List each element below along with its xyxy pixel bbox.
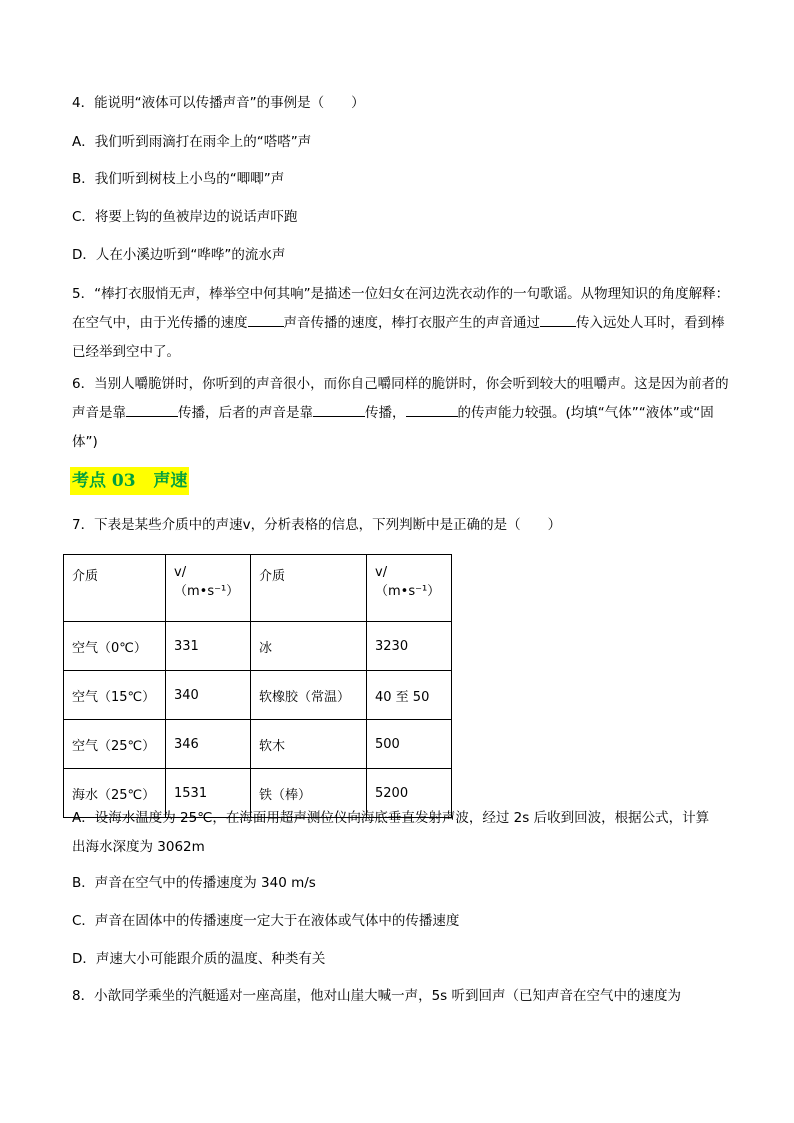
q4-option-d: D．人在小溪边听到“哗哗”的流水声 bbox=[72, 247, 286, 263]
table-row bbox=[64, 720, 452, 769]
table-cell: 空气（0℃） bbox=[64, 622, 166, 671]
answer-blank bbox=[313, 402, 365, 417]
section-prefix: 考点 bbox=[72, 471, 106, 491]
sound-speed-table bbox=[63, 554, 452, 818]
table-cell: 软橡胶（常温） bbox=[251, 671, 367, 720]
table-cell: 40 至 50 bbox=[367, 671, 452, 720]
q4-option-b: B．我们听到树枝上小鸟的“唧唧”声 bbox=[72, 171, 285, 187]
table-cell: 空气（15℃） bbox=[64, 671, 166, 720]
q8-stem: 8．小歆同学乘坐的汽艇遥对一座高崖，他对山崖大喊一声，5s 听到回声（已知声音在空气中的速度为 bbox=[72, 988, 682, 1004]
q4-option-c: C．将要上钩的鱼被岸边的说话声吓跑 bbox=[72, 209, 298, 225]
table-cell: 空气（25℃） bbox=[64, 720, 166, 769]
table-cell: 软木 bbox=[251, 720, 367, 769]
answer-blank bbox=[406, 402, 458, 417]
q6-text-1: 6．当别人嚼脆饼时，你听到的声音很小，而你自己嚼同样的脆饼时，你会听到较大的咀嚼声。这是因为前者的声音是靠 bbox=[72, 376, 729, 421]
q6-text-3: 传播， bbox=[365, 405, 406, 421]
table-cell: 3230 bbox=[367, 622, 452, 671]
q5-paragraph bbox=[72, 280, 732, 367]
table-cell: 5200 bbox=[367, 769, 452, 818]
q7-option-b: B．声音在空气中的传播速度为 340 m/s bbox=[72, 875, 316, 891]
header-medium-2: 介质 bbox=[251, 555, 367, 622]
table-cell: 331 bbox=[166, 622, 251, 671]
section-number: 03 bbox=[111, 471, 136, 491]
q6-text-2: 传播，后者的声音是靠 bbox=[178, 405, 313, 421]
q7-option-a-line1: A．设海水温度为 25℃，在海面用超声测位仪向海底垂直发射声波，经过 2s 后收到回波，根据公式，计算 bbox=[72, 810, 710, 826]
section-heading bbox=[70, 467, 189, 495]
q7-stem: 7．下表是某些介质中的声速v，分析表格的信息，下列判断中是正确的是（ ） bbox=[72, 517, 562, 533]
table-row bbox=[64, 671, 452, 720]
section-title: 声速 bbox=[153, 471, 188, 491]
table-cell: 346 bbox=[166, 720, 251, 769]
q7-option-a-line2: 出海水深度为 3062m bbox=[72, 839, 205, 855]
q5-text-3: 传入远处人耳时，看到棒已经举到空中了。 bbox=[72, 315, 725, 360]
header-speed-2: v/（m•s⁻¹） bbox=[367, 555, 452, 622]
q6-text-4: 的传声能力较强。(均填“气体”“液体”或“固体”) bbox=[72, 405, 714, 450]
table-cell: 340 bbox=[166, 671, 251, 720]
q5-text-1: 5．“棒打衣服悄无声，棒举空中何其响”是描述一位妇女在河边洗衣动作的一句歌谣。从物理知识的角度解释：在空气中，由于光传播的速度 bbox=[72, 286, 730, 331]
q5-text-2: 声音传播的速度，棒打衣服产生的声音通过 bbox=[283, 315, 540, 331]
table-cell: 海水（25℃） bbox=[64, 769, 166, 818]
table-row bbox=[64, 622, 452, 671]
q6-paragraph bbox=[72, 370, 732, 457]
q7-option-c: C．声音在固体中的传播速度一定大于在液体或气体中的传播速度 bbox=[72, 913, 460, 929]
table-cell: 冰 bbox=[251, 622, 367, 671]
table-cell: 1531 bbox=[166, 769, 251, 818]
q4-option-a: A．我们听到雨滴打在雨伞上的“嗒嗒”声 bbox=[72, 134, 312, 150]
answer-blank bbox=[248, 312, 284, 327]
answer-blank bbox=[126, 402, 178, 417]
table-cell: 500 bbox=[367, 720, 452, 769]
table-header-row bbox=[64, 555, 452, 622]
q4-stem: 4．能说明“液体可以传播声音”的事例是（ ） bbox=[72, 95, 365, 111]
answer-blank bbox=[540, 312, 576, 327]
header-speed-1: v/（m•s⁻¹） bbox=[166, 555, 251, 622]
q7-option-d: D．声速大小可能跟介质的温度、种类有关 bbox=[72, 951, 326, 967]
header-medium-1: 介质 bbox=[64, 555, 166, 622]
table-cell: 铁（棒） bbox=[251, 769, 367, 818]
